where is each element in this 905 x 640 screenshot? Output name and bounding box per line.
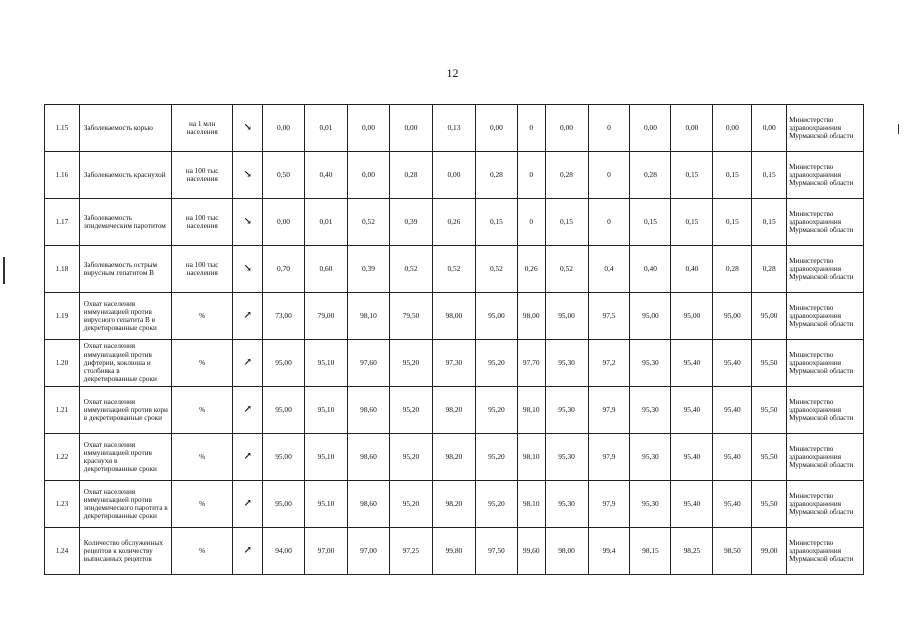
value-cell: 98,00 bbox=[432, 293, 475, 340]
indicators-table bbox=[44, 104, 864, 575]
unit-of-measure: % bbox=[171, 528, 232, 575]
value-cell: 0,70 bbox=[263, 246, 305, 293]
value-cell: 99,60 bbox=[517, 528, 545, 575]
value-cell: 0 bbox=[588, 152, 630, 199]
unit-of-measure: % bbox=[171, 434, 232, 481]
value-cell: 98,60 bbox=[347, 481, 389, 528]
value-cell: 98,00 bbox=[545, 528, 588, 575]
value-cell: 95,20 bbox=[389, 434, 432, 481]
value-cell: 95,50 bbox=[752, 481, 787, 528]
trend-arrow-icon: ↗ bbox=[233, 528, 263, 575]
value-cell: 0,52 bbox=[432, 246, 475, 293]
value-cell: 0,00 bbox=[432, 152, 475, 199]
indicator-name: Охват населения иммунизацией против эпидемического паротита в декретированные сроки bbox=[79, 481, 171, 528]
table-row bbox=[45, 293, 864, 340]
value-cell: 95,00 bbox=[263, 387, 305, 434]
value-cell: 98,10 bbox=[517, 387, 545, 434]
trend-arrow-icon: ↘ bbox=[233, 246, 263, 293]
value-cell: 95,20 bbox=[475, 434, 517, 481]
unit-of-measure: % bbox=[171, 293, 232, 340]
value-cell: 97,25 bbox=[389, 528, 432, 575]
value-cell: 0,15 bbox=[630, 199, 671, 246]
value-cell: 95,00 bbox=[475, 293, 517, 340]
value-cell: 97,9 bbox=[588, 434, 630, 481]
value-cell: 0,26 bbox=[432, 199, 475, 246]
value-cell: 97,9 bbox=[588, 387, 630, 434]
unit-of-measure: % bbox=[171, 481, 232, 528]
indicator-number: 1.24 bbox=[45, 528, 80, 575]
unit-of-measure: % bbox=[171, 340, 232, 387]
value-cell: 95,10 bbox=[305, 434, 348, 481]
value-cell: 95,00 bbox=[263, 340, 305, 387]
value-cell: 95,00 bbox=[713, 293, 752, 340]
value-cell: 79,00 bbox=[305, 293, 348, 340]
value-cell: 98,20 bbox=[432, 387, 475, 434]
value-cell: 0,52 bbox=[347, 199, 389, 246]
value-cell: 0,52 bbox=[545, 246, 588, 293]
value-cell: 0,13 bbox=[432, 105, 475, 152]
value-cell: 98,20 bbox=[432, 434, 475, 481]
trend-arrow-icon: ↗ bbox=[233, 293, 263, 340]
trend-arrow-icon: ↗ bbox=[233, 387, 263, 434]
value-cell: 0,50 bbox=[263, 152, 305, 199]
value-cell: 95,20 bbox=[475, 387, 517, 434]
value-cell: 95,40 bbox=[671, 434, 713, 481]
value-cell: 0,00 bbox=[671, 105, 713, 152]
value-cell: 0 bbox=[588, 199, 630, 246]
unit-of-measure: % bbox=[171, 387, 232, 434]
value-cell: 98,15 bbox=[630, 528, 671, 575]
value-cell: 98,60 bbox=[347, 434, 389, 481]
table-row bbox=[45, 434, 864, 481]
unit-of-measure: на 100 тыс населения bbox=[171, 199, 232, 246]
value-cell: 95,10 bbox=[305, 340, 348, 387]
value-cell: 0,28 bbox=[475, 152, 517, 199]
value-cell: 95,20 bbox=[389, 387, 432, 434]
indicator-name: Заболеваемость острым вирусным гепатитом В bbox=[79, 246, 171, 293]
value-cell: 0,15 bbox=[752, 152, 787, 199]
indicator-name: Охват населения иммунизацией против дифтерии, коклюша и столбняка в декретированные сроки bbox=[79, 340, 171, 387]
indicator-number: 1.22 bbox=[45, 434, 80, 481]
value-cell: 0,40 bbox=[305, 152, 348, 199]
value-cell: 0,15 bbox=[752, 199, 787, 246]
value-cell: 73,00 bbox=[263, 293, 305, 340]
value-cell: 97,00 bbox=[305, 528, 348, 575]
value-cell: 94,00 bbox=[263, 528, 305, 575]
value-cell: 0,39 bbox=[347, 246, 389, 293]
value-cell: 98,10 bbox=[517, 434, 545, 481]
indicator-number: 1.23 bbox=[45, 481, 80, 528]
value-cell: 95,40 bbox=[713, 481, 752, 528]
value-cell: 0,52 bbox=[389, 246, 432, 293]
value-cell: 95,30 bbox=[545, 434, 588, 481]
value-cell: 0,28 bbox=[752, 246, 787, 293]
indicator-name: Охват населения иммунизацией против кори в декретированные сроки bbox=[79, 387, 171, 434]
value-cell: 95,30 bbox=[630, 387, 671, 434]
value-cell: 98,00 bbox=[517, 293, 545, 340]
value-cell: 97,2 bbox=[588, 340, 630, 387]
value-cell: 97,5 bbox=[588, 293, 630, 340]
value-cell: 0,26 bbox=[517, 246, 545, 293]
value-cell: 0,00 bbox=[630, 105, 671, 152]
value-cell: 0,00 bbox=[475, 105, 517, 152]
value-cell: 95,30 bbox=[545, 340, 588, 387]
indicator-number: 1.18 bbox=[45, 246, 80, 293]
responsible-executor: Министерство здравоохранения Мурманской области bbox=[787, 481, 864, 528]
table-row bbox=[45, 246, 864, 293]
value-cell: 0,28 bbox=[713, 246, 752, 293]
unit-of-measure: на 1 млн населения bbox=[171, 105, 232, 152]
value-cell: 97,30 bbox=[432, 340, 475, 387]
value-cell: 95,30 bbox=[545, 481, 588, 528]
value-cell: 98,25 bbox=[671, 528, 713, 575]
responsible-executor: Министерство здравоохранения Мурманской области bbox=[787, 199, 864, 246]
value-cell: 95,00 bbox=[752, 293, 787, 340]
value-cell: 95,00 bbox=[545, 293, 588, 340]
value-cell: 95,20 bbox=[475, 481, 517, 528]
responsible-executor: Министерство здравоохранения Мурманской области bbox=[787, 528, 864, 575]
value-cell: 98,20 bbox=[432, 481, 475, 528]
value-cell: 95,50 bbox=[752, 340, 787, 387]
value-cell: 95,40 bbox=[713, 434, 752, 481]
indicator-number: 1.15 bbox=[45, 105, 80, 152]
value-cell: 0 bbox=[588, 105, 630, 152]
unit-of-measure: на 100 тыс населения bbox=[171, 246, 232, 293]
value-cell: 95,20 bbox=[389, 481, 432, 528]
value-cell: 95,50 bbox=[752, 387, 787, 434]
margin-mark-right bbox=[898, 124, 899, 134]
table-row bbox=[45, 387, 864, 434]
value-cell: 0,15 bbox=[713, 152, 752, 199]
value-cell: 95,20 bbox=[389, 340, 432, 387]
value-cell: 98,10 bbox=[517, 481, 545, 528]
table-row bbox=[45, 340, 864, 387]
value-cell: 0,00 bbox=[713, 105, 752, 152]
margin-mark-left bbox=[3, 257, 5, 284]
trend-arrow-icon: ↘ bbox=[233, 105, 263, 152]
indicator-name: Заболеваемость корью bbox=[79, 105, 171, 152]
indicator-name: Количество обслуженных рецептов к количеству выписанных рецептов bbox=[79, 528, 171, 575]
indicator-number: 1.17 bbox=[45, 199, 80, 246]
responsible-executor: Министерство здравоохранения Мурманской области bbox=[787, 293, 864, 340]
value-cell: 0,15 bbox=[545, 199, 588, 246]
indicator-number: 1.21 bbox=[45, 387, 80, 434]
value-cell: 0,00 bbox=[347, 105, 389, 152]
value-cell: 0 bbox=[517, 152, 545, 199]
value-cell: 0,15 bbox=[671, 199, 713, 246]
value-cell: 95,00 bbox=[630, 293, 671, 340]
responsible-executor: Министерство здравоохранения Мурманской области bbox=[787, 152, 864, 199]
value-cell: 95,40 bbox=[713, 387, 752, 434]
value-cell: 0,28 bbox=[545, 152, 588, 199]
trend-arrow-icon: ↘ bbox=[233, 199, 263, 246]
value-cell: 0,01 bbox=[305, 199, 348, 246]
value-cell: 97,9 bbox=[588, 481, 630, 528]
value-cell: 0,00 bbox=[347, 152, 389, 199]
value-cell: 0,00 bbox=[263, 105, 305, 152]
value-cell: 0,60 bbox=[305, 246, 348, 293]
value-cell: 0,01 bbox=[305, 105, 348, 152]
value-cell: 95,30 bbox=[630, 434, 671, 481]
value-cell: 0,28 bbox=[630, 152, 671, 199]
responsible-executor: Министерство здравоохранения Мурманской области bbox=[787, 387, 864, 434]
value-cell: 0,00 bbox=[389, 105, 432, 152]
value-cell: 97,60 bbox=[347, 340, 389, 387]
value-cell: 0,00 bbox=[545, 105, 588, 152]
value-cell: 95,40 bbox=[671, 387, 713, 434]
value-cell: 95,10 bbox=[305, 387, 348, 434]
value-cell: 95,00 bbox=[263, 481, 305, 528]
indicator-name: Охват населения иммунизацией против вирусного гепатита В в декретированные сроки bbox=[79, 293, 171, 340]
indicator-number: 1.16 bbox=[45, 152, 80, 199]
value-cell: 95,10 bbox=[305, 481, 348, 528]
value-cell: 97,50 bbox=[475, 528, 517, 575]
value-cell: 0,28 bbox=[389, 152, 432, 199]
value-cell: 98,50 bbox=[713, 528, 752, 575]
indicator-number: 1.20 bbox=[45, 340, 80, 387]
table-row bbox=[45, 199, 864, 246]
value-cell: 0,15 bbox=[671, 152, 713, 199]
table-row bbox=[45, 481, 864, 528]
value-cell: 95,00 bbox=[671, 293, 713, 340]
value-cell: 0,00 bbox=[752, 105, 787, 152]
value-cell: 99,4 bbox=[588, 528, 630, 575]
responsible-executor: Министерство здравоохранения Мурманской области bbox=[787, 246, 864, 293]
value-cell: 97,00 bbox=[347, 528, 389, 575]
value-cell: 0 bbox=[517, 199, 545, 246]
trend-arrow-icon: ↘ bbox=[233, 152, 263, 199]
value-cell: 97,70 bbox=[517, 340, 545, 387]
value-cell: 95,30 bbox=[545, 387, 588, 434]
responsible-executor: Министерство здравоохранения Мурманской области bbox=[787, 105, 864, 152]
value-cell: 95,40 bbox=[713, 340, 752, 387]
table-row bbox=[45, 528, 864, 575]
page-number: 12 bbox=[446, 66, 459, 80]
indicator-name: Заболеваемость краснухой bbox=[79, 152, 171, 199]
value-cell: 95,30 bbox=[630, 481, 671, 528]
value-cell: 98,60 bbox=[347, 387, 389, 434]
value-cell: 0,52 bbox=[475, 246, 517, 293]
value-cell: 0,15 bbox=[713, 199, 752, 246]
value-cell: 95,40 bbox=[671, 340, 713, 387]
trend-arrow-icon: ↗ bbox=[233, 434, 263, 481]
trend-arrow-icon: ↗ bbox=[233, 481, 263, 528]
responsible-executor: Министерство здравоохранения Мурманской области bbox=[787, 340, 864, 387]
value-cell: 79,50 bbox=[389, 293, 432, 340]
indicator-number: 1.19 bbox=[45, 293, 80, 340]
value-cell: 0,40 bbox=[630, 246, 671, 293]
value-cell: 0 bbox=[517, 105, 545, 152]
table-row bbox=[45, 105, 864, 152]
value-cell: 99,00 bbox=[752, 528, 787, 575]
value-cell: 95,20 bbox=[475, 340, 517, 387]
table-row bbox=[45, 152, 864, 199]
value-cell: 99,80 bbox=[432, 528, 475, 575]
trend-arrow-icon: ↗ bbox=[233, 340, 263, 387]
unit-of-measure: на 100 тыс населения bbox=[171, 152, 232, 199]
value-cell: 95,40 bbox=[671, 481, 713, 528]
indicator-name: Заболеваемость эпидемическим паротитом bbox=[79, 199, 171, 246]
value-cell: 0,00 bbox=[263, 199, 305, 246]
value-cell: 95,30 bbox=[630, 340, 671, 387]
value-cell: 95,50 bbox=[752, 434, 787, 481]
value-cell: 0,4 bbox=[588, 246, 630, 293]
value-cell: 0,15 bbox=[475, 199, 517, 246]
responsible-executor: Министерство здравоохранения Мурманской области bbox=[787, 434, 864, 481]
indicator-name: Охват населения иммунизацией против краснухи в декретированные сроки bbox=[79, 434, 171, 481]
value-cell: 98,10 bbox=[347, 293, 389, 340]
value-cell: 0,39 bbox=[389, 199, 432, 246]
value-cell: 0,40 bbox=[671, 246, 713, 293]
value-cell: 95,00 bbox=[263, 434, 305, 481]
